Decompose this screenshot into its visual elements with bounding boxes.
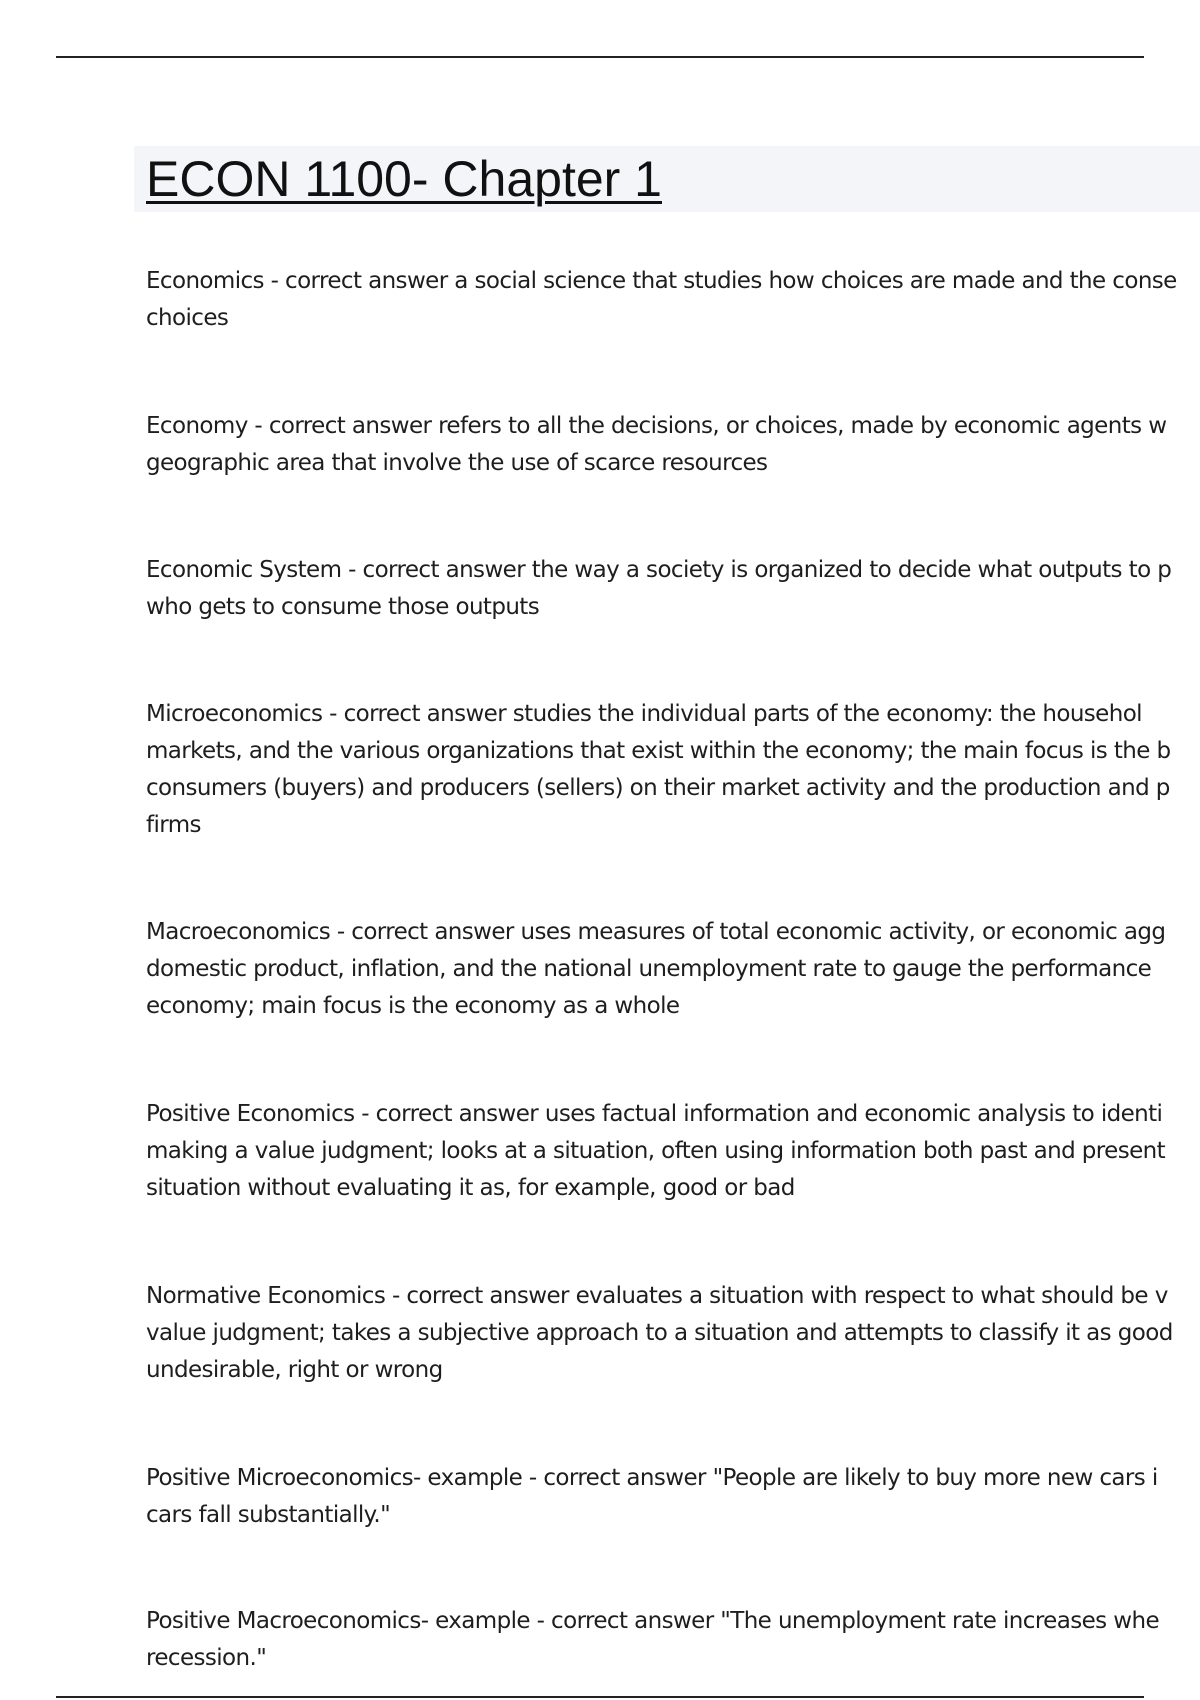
definition-positive-microeconomics-example — [146, 1460, 1200, 1534]
definition-macroeconomics — [146, 914, 1200, 1025]
definition-line: Macroeconomics - correct answer uses measures of total economic activity, or economic agg — [146, 919, 1166, 945]
definition-normative-economics — [146, 1278, 1200, 1389]
definition-line: Positive Microeconomics- example - correct answer "People are likely to buy more new cars i — [146, 1465, 1158, 1491]
definition-line: Positive Economics - correct answer uses factual information and economic analysis to identi — [146, 1101, 1163, 1127]
definition-line: Positive Macroeconomics- example - correct answer "The unemployment rate increases whe — [146, 1608, 1159, 1634]
definition-line: geographic area that involve the use of scarce resources — [146, 450, 768, 476]
definition-line: value judgment; takes a subjective approach to a situation and attempts to classify it as good — [146, 1320, 1173, 1346]
definition-line: domestic product, inflation, and the national unemployment rate to gauge the performance — [146, 956, 1152, 982]
definition-line: economy; main focus is the economy as a whole — [146, 993, 680, 1019]
definition-line: markets, and the various organizations that exist within the economy; the main focus is the b — [146, 738, 1171, 764]
definition-line: Economics - correct answer a social science that studies how choices are made and the conse — [146, 268, 1177, 294]
definition-line: Normative Economics - correct answer evaluates a situation with respect to what should be v — [146, 1283, 1168, 1309]
definition-line: cars fall substantially." — [146, 1502, 391, 1528]
definition-line: situation without evaluating it as, for example, good or bad — [146, 1175, 795, 1201]
definition-line: making a value judgment; looks at a situation, often using information both past and present — [146, 1138, 1166, 1164]
definition-line: consumers (buyers) and producers (sellers) on their market activity and the production and p — [146, 775, 1170, 801]
definition-line: Economic System - correct answer the way a society is organized to decide what outputs to p — [146, 557, 1172, 583]
definition-economy — [146, 408, 1200, 482]
definition-line: firms — [146, 812, 201, 838]
definition-economic-system — [146, 552, 1200, 626]
definition-economics — [146, 263, 1200, 337]
definition-line: recession." — [146, 1645, 267, 1671]
bottom-rule — [56, 1696, 1144, 1698]
definition-line: who gets to consume those outputs — [146, 594, 540, 620]
definition-positive-macroeconomics-example — [146, 1603, 1200, 1677]
definition-positive-economics — [146, 1096, 1200, 1207]
definition-microeconomics — [146, 696, 1200, 844]
definition-line: Economy - correct answer refers to all the decisions, or choices, made by economic agents w — [146, 413, 1167, 439]
definition-line: undesirable, right or wrong — [146, 1357, 443, 1383]
definition-list — [146, 0, 1200, 1700]
definition-line: choices — [146, 305, 229, 331]
page-title: ECON 1100- Chapter 1 — [146, 151, 662, 207]
definition-line: Microeconomics - correct answer studies the individual parts of the economy: the househol — [146, 701, 1142, 727]
